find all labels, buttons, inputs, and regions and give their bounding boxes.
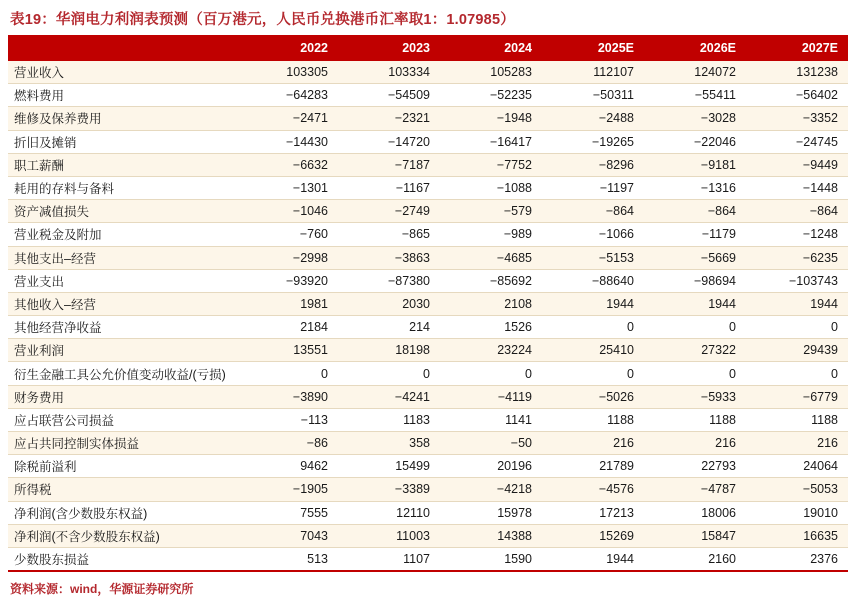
- column-header-2025e: 2025E: [542, 35, 644, 61]
- row-value: −50: [440, 432, 542, 455]
- row-value: 15269: [542, 524, 644, 547]
- row-value: 0: [440, 362, 542, 385]
- row-value: −1066: [542, 223, 644, 246]
- table-row: [8, 176, 848, 199]
- row-label: 营业利润: [8, 339, 236, 362]
- row-value: 513: [236, 547, 338, 571]
- row-value: −3028: [644, 107, 746, 130]
- row-value: −865: [338, 223, 440, 246]
- row-value: −6235: [746, 246, 848, 269]
- row-label: 其他收入–经营: [8, 292, 236, 315]
- row-value: 23224: [440, 339, 542, 362]
- page-title: 表19：华润电力利润表预测（百万港元，人民币兑换港币汇率取1：1.07985）: [10, 12, 515, 28]
- row-label: 衍生金融工具公允价值变动收益/(亏损): [8, 362, 236, 385]
- row-value: −1948: [440, 107, 542, 130]
- table-row: [8, 61, 848, 84]
- row-value: −2749: [338, 200, 440, 223]
- table-row: [8, 130, 848, 153]
- row-value: −760: [236, 223, 338, 246]
- table-row: [8, 107, 848, 130]
- row-value: 18006: [644, 501, 746, 524]
- row-value: −3352: [746, 107, 848, 130]
- row-value: 7555: [236, 501, 338, 524]
- row-value: 16635: [746, 524, 848, 547]
- row-value: 216: [542, 432, 644, 455]
- row-value: 29439: [746, 339, 848, 362]
- row-value: −4787: [644, 478, 746, 501]
- column-header-2022: 2022: [236, 35, 338, 61]
- row-value: −5933: [644, 385, 746, 408]
- row-value: 216: [644, 432, 746, 455]
- row-value: −5153: [542, 246, 644, 269]
- row-value: 15847: [644, 524, 746, 547]
- row-value: 1188: [542, 408, 644, 431]
- row-value: −87380: [338, 269, 440, 292]
- row-value: −5053: [746, 478, 848, 501]
- row-label: 耗用的存料与备料: [8, 176, 236, 199]
- table-row: [8, 292, 848, 315]
- row-value: −9181: [644, 153, 746, 176]
- table-row: [8, 153, 848, 176]
- column-header-2023: 2023: [338, 35, 440, 61]
- row-value: 2160: [644, 547, 746, 571]
- column-header-2024: 2024: [440, 35, 542, 61]
- table-row: [8, 432, 848, 455]
- source-note: 资料来源：wind，华源证券研究所: [10, 582, 194, 597]
- row-label: 净利润(不含少数股东权益): [8, 524, 236, 547]
- row-value: −2321: [338, 107, 440, 130]
- row-value: −2471: [236, 107, 338, 130]
- table-row: [8, 316, 848, 339]
- row-value: 20196: [440, 455, 542, 478]
- row-label: 折旧及摊销: [8, 130, 236, 153]
- row-value: −1167: [338, 176, 440, 199]
- row-value: −16417: [440, 130, 542, 153]
- row-value: 124072: [644, 61, 746, 84]
- row-value: 12110: [338, 501, 440, 524]
- row-value: −103743: [746, 269, 848, 292]
- row-value: 15499: [338, 455, 440, 478]
- table-row: [8, 84, 848, 107]
- row-value: 9462: [236, 455, 338, 478]
- column-header-label: [8, 35, 236, 61]
- row-value: −14720: [338, 130, 440, 153]
- row-label: 除税前溢利: [8, 455, 236, 478]
- row-value: 216: [746, 432, 848, 455]
- table-body: [8, 61, 848, 571]
- row-value: −1448: [746, 176, 848, 199]
- row-value: −3389: [338, 478, 440, 501]
- row-value: −579: [440, 200, 542, 223]
- row-value: −1088: [440, 176, 542, 199]
- row-label: 燃料费用: [8, 84, 236, 107]
- table-row: [8, 246, 848, 269]
- row-value: −5026: [542, 385, 644, 408]
- row-value: −19265: [542, 130, 644, 153]
- row-value: 1944: [644, 292, 746, 315]
- row-value: 103305: [236, 61, 338, 84]
- row-label: 其他经营净收益: [8, 316, 236, 339]
- column-header-2026e: 2026E: [644, 35, 746, 61]
- row-value: 1944: [542, 292, 644, 315]
- row-value: 13551: [236, 339, 338, 362]
- row-value: −4685: [440, 246, 542, 269]
- row-value: 1183: [338, 408, 440, 431]
- table-row: [8, 478, 848, 501]
- row-value: −52235: [440, 84, 542, 107]
- row-value: 131238: [746, 61, 848, 84]
- row-value: −1248: [746, 223, 848, 246]
- row-value: 25410: [542, 339, 644, 362]
- row-value: 2376: [746, 547, 848, 571]
- row-value: 17213: [542, 501, 644, 524]
- row-value: 7043: [236, 524, 338, 547]
- row-value: −1301: [236, 176, 338, 199]
- row-value: −1179: [644, 223, 746, 246]
- row-label: 少数股东损益: [8, 547, 236, 571]
- row-value: −88640: [542, 269, 644, 292]
- row-value: −56402: [746, 84, 848, 107]
- row-value: 1107: [338, 547, 440, 571]
- row-value: −864: [644, 200, 746, 223]
- row-value: 2108: [440, 292, 542, 315]
- row-value: −4218: [440, 478, 542, 501]
- row-label: 营业收入: [8, 61, 236, 84]
- row-value: 214: [338, 316, 440, 339]
- table-header-row: [8, 35, 848, 61]
- row-value: −3890: [236, 385, 338, 408]
- row-value: −93920: [236, 269, 338, 292]
- row-value: −4576: [542, 478, 644, 501]
- row-value: 2030: [338, 292, 440, 315]
- row-label: 维修及保养费用: [8, 107, 236, 130]
- row-value: 358: [338, 432, 440, 455]
- row-value: −54509: [338, 84, 440, 107]
- row-label: 职工薪酬: [8, 153, 236, 176]
- column-header-2027e: 2027E: [746, 35, 848, 61]
- row-value: 0: [746, 316, 848, 339]
- row-value: 0: [644, 362, 746, 385]
- row-value: −864: [542, 200, 644, 223]
- row-value: −24745: [746, 130, 848, 153]
- row-value: −22046: [644, 130, 746, 153]
- row-value: 27322: [644, 339, 746, 362]
- row-value: 19010: [746, 501, 848, 524]
- row-value: 0: [338, 362, 440, 385]
- row-value: −1316: [644, 176, 746, 199]
- row-value: 14388: [440, 524, 542, 547]
- row-label: 应占联营公司损益: [8, 408, 236, 431]
- row-value: −2998: [236, 246, 338, 269]
- table-row: [8, 455, 848, 478]
- row-value: 1188: [746, 408, 848, 431]
- row-value: 1188: [644, 408, 746, 431]
- row-value: −55411: [644, 84, 746, 107]
- row-label: 其他支出–经营: [8, 246, 236, 269]
- row-value: −989: [440, 223, 542, 246]
- row-value: 15978: [440, 501, 542, 524]
- row-value: −8296: [542, 153, 644, 176]
- row-label: 营业税金及附加: [8, 223, 236, 246]
- row-value: 0: [542, 362, 644, 385]
- table-header: [8, 35, 848, 61]
- row-value: −86: [236, 432, 338, 455]
- financial-table: [8, 35, 848, 572]
- row-value: −4119: [440, 385, 542, 408]
- row-label: 财务费用: [8, 385, 236, 408]
- row-value: −64283: [236, 84, 338, 107]
- row-value: 103334: [338, 61, 440, 84]
- row-value: −50311: [542, 84, 644, 107]
- row-value: 21789: [542, 455, 644, 478]
- row-value: −5669: [644, 246, 746, 269]
- table-row: [8, 200, 848, 223]
- table-row: [8, 223, 848, 246]
- row-value: 112107: [542, 61, 644, 84]
- row-value: −864: [746, 200, 848, 223]
- row-value: −113: [236, 408, 338, 431]
- table-row: [8, 547, 848, 571]
- row-value: 2184: [236, 316, 338, 339]
- table-row: [8, 362, 848, 385]
- row-value: −2488: [542, 107, 644, 130]
- row-label: 资产减值损失: [8, 200, 236, 223]
- row-value: 11003: [338, 524, 440, 547]
- row-value: −1905: [236, 478, 338, 501]
- row-value: 0: [644, 316, 746, 339]
- row-value: 1944: [746, 292, 848, 315]
- row-value: −1197: [542, 176, 644, 199]
- row-label: 营业支出: [8, 269, 236, 292]
- row-value: −85692: [440, 269, 542, 292]
- table-row: [8, 501, 848, 524]
- row-value: −1046: [236, 200, 338, 223]
- row-value: 0: [746, 362, 848, 385]
- table-row: [8, 269, 848, 292]
- row-value: 1141: [440, 408, 542, 431]
- row-label: 所得税: [8, 478, 236, 501]
- row-value: −4241: [338, 385, 440, 408]
- row-label: 净利润(含少数股东权益): [8, 501, 236, 524]
- row-value: 1944: [542, 547, 644, 571]
- row-value: 24064: [746, 455, 848, 478]
- row-value: −98694: [644, 269, 746, 292]
- row-value: −6779: [746, 385, 848, 408]
- row-value: −14430: [236, 130, 338, 153]
- row-label: 应占共同控制实体损益: [8, 432, 236, 455]
- row-value: 1590: [440, 547, 542, 571]
- table-row: [8, 339, 848, 362]
- row-value: −7752: [440, 153, 542, 176]
- table-row: [8, 408, 848, 431]
- row-value: 105283: [440, 61, 542, 84]
- row-value: −6632: [236, 153, 338, 176]
- row-value: 1981: [236, 292, 338, 315]
- row-value: −3863: [338, 246, 440, 269]
- row-value: 0: [236, 362, 338, 385]
- row-value: 1526: [440, 316, 542, 339]
- row-value: 0: [542, 316, 644, 339]
- row-value: −7187: [338, 153, 440, 176]
- row-value: 22793: [644, 455, 746, 478]
- table-row: [8, 524, 848, 547]
- row-value: 18198: [338, 339, 440, 362]
- row-value: −9449: [746, 153, 848, 176]
- table-row: [8, 385, 848, 408]
